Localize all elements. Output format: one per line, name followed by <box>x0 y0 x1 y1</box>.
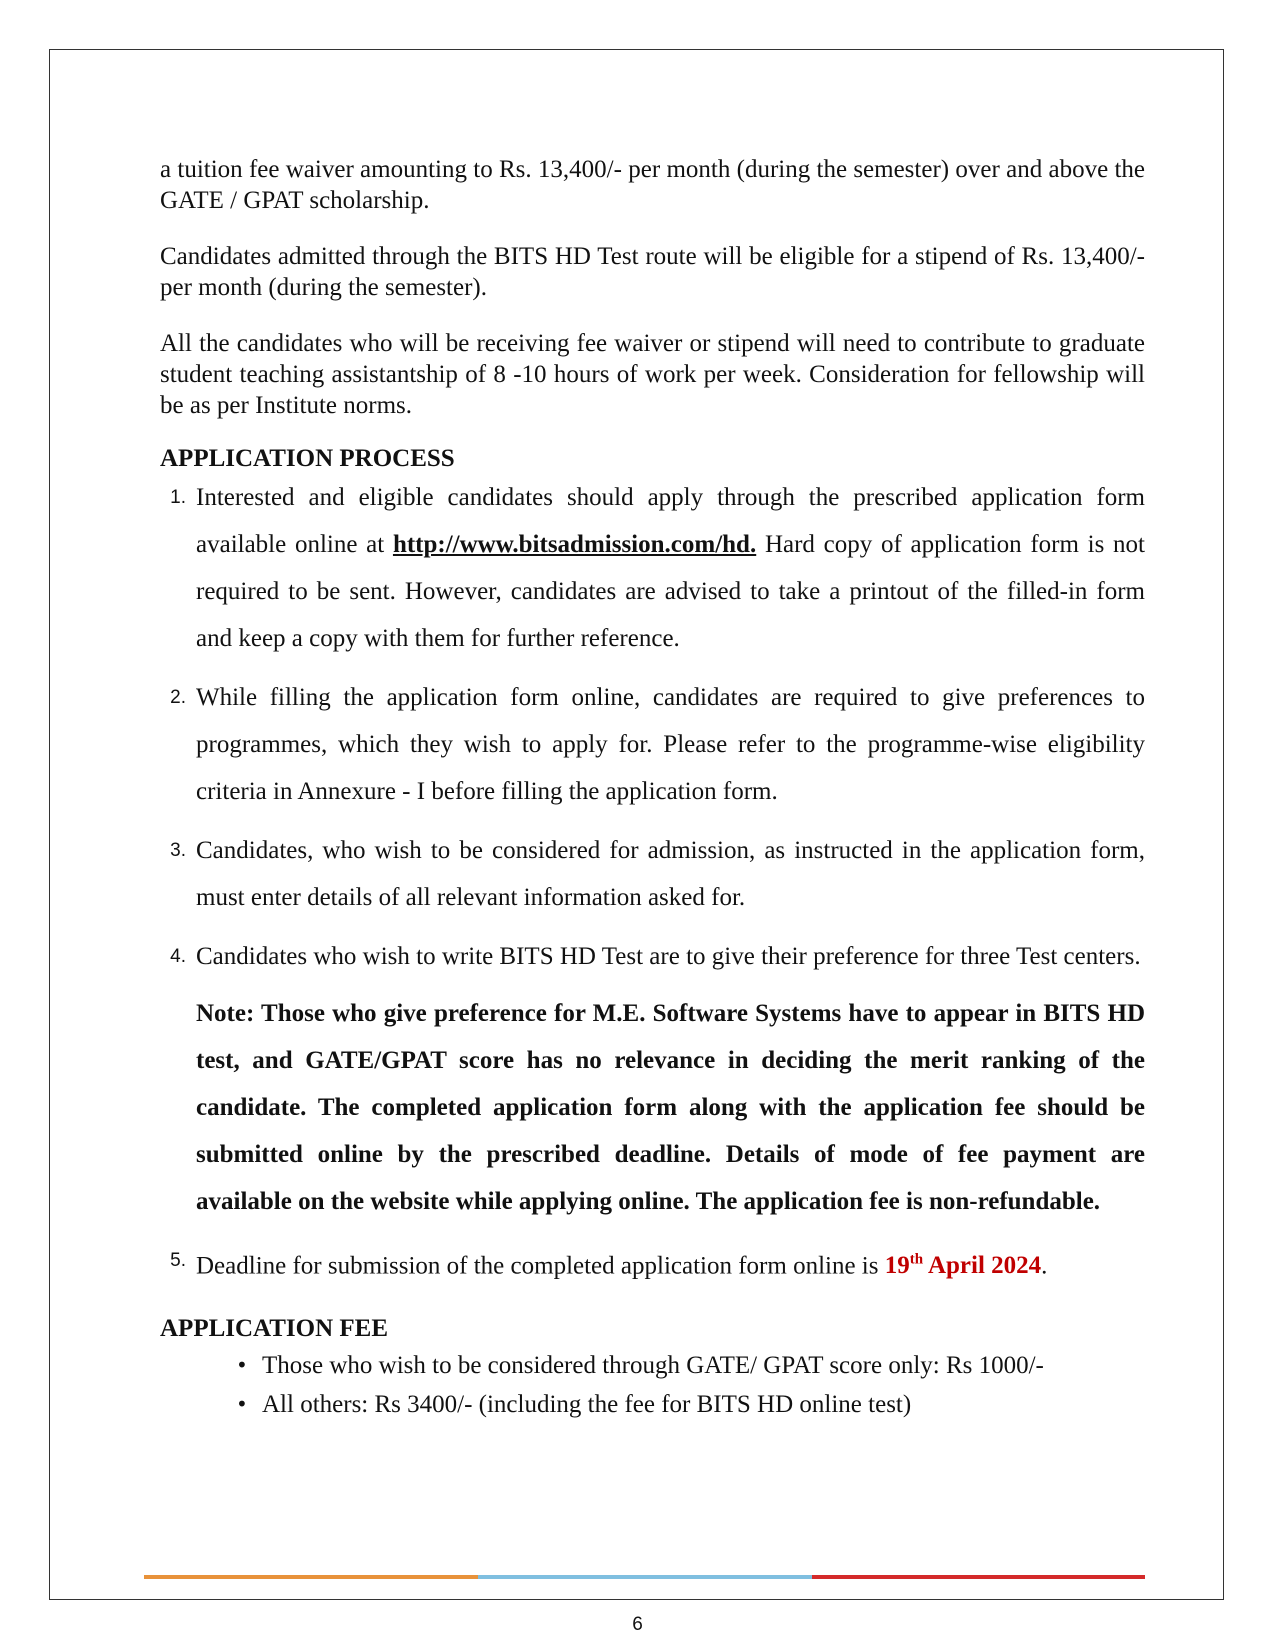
footer-rule-blue <box>478 1575 812 1579</box>
list-item <box>160 674 1145 815</box>
fee-text: All others: Rs 3400/- (including the fee for BITS HD online test) <box>262 1391 912 1419</box>
application-fee-list <box>160 1346 1145 1424</box>
note-paragraph: Note: Those who give preference for M.E. Software Systems have to appear in BITS HD test, and GATE/GPAT score has no relevance in deciding the merit ranking of the candidate. The completed application form along with the application fee should be submitted online by the prescribed deadline. Details of mode of fee payment are available on the website while applying online. The application fee is non-refundable. <box>196 1000 1145 1215</box>
item-text: Interested and eligible candidates should apply through the prescribed application form available online at <box>196 484 1145 558</box>
item-text: Candidates who wish to write BITS HD Test are to give their preference for three Test centers. <box>196 943 1141 970</box>
list-number: 5. <box>170 1250 186 1271</box>
footer-rule-red <box>812 1575 1145 1579</box>
list-item <box>160 474 1145 662</box>
list-item <box>236 1346 1145 1385</box>
list-number: 1. <box>170 487 186 508</box>
item-text: While filling the application form online, candidates are required to give preferences to programmes, which they wish to apply for. Please refer to the programme-wise eligibility criteria in Annexure - I before filling the application form. <box>196 684 1145 805</box>
item-text: Candidates, who wish to be considered for admission, as instructed in the application form, must enter details of all relevant information asked for. <box>196 837 1145 911</box>
list-number: 3. <box>170 840 186 861</box>
list-item <box>236 1385 1145 1424</box>
bullet-icon: • <box>236 1353 248 1378</box>
list-item <box>160 1237 1145 1289</box>
item-text-continued: Hard copy of application form is not required to be sent. However, candidates are advised to take a printout of the filled-in form and keep a copy with them for further reference. <box>196 531 1145 652</box>
item-text: Deadline for submission of the completed application form online is <box>196 1252 885 1280</box>
page-number: 6 <box>632 1614 643 1635</box>
item-text-end: . <box>1041 1252 1048 1280</box>
deadline-day: 19 <box>884 1252 910 1280</box>
list-number: 2. <box>170 687 186 708</box>
page-content <box>160 154 1145 1424</box>
deadline-month-year: April 2024 <box>923 1252 1042 1280</box>
application-fee-heading: APPLICATION FEE <box>160 1315 389 1343</box>
paragraph-stipend: Candidates admitted through the BITS HD Test route will be eligible for a stipend of Rs. 13,400/- per month (during the semester). <box>160 243 1145 301</box>
paragraph-assistantship: All the candidates who will be receiving fee waiver or stipend will need to contribute to graduate student teaching assistantship of 8 -10 hours of work per week. Consideration for fellowship will be as per Institute norms. <box>160 330 1145 419</box>
footer-rule-orange <box>144 1575 478 1579</box>
bullet-icon: • <box>236 1392 248 1417</box>
fee-text: Those who wish to be considered through GATE/ GPAT score only: Rs 1000/- <box>262 1352 1044 1380</box>
application-process-list <box>160 474 1145 1289</box>
list-item <box>160 933 1145 1225</box>
paragraph-fee-waiver: a tuition fee waiver amounting to Rs. 13,400/- per month (during the semester) over and above the GATE / GPAT scholarship. <box>160 156 1145 214</box>
list-number: 4. <box>170 946 186 967</box>
application-link[interactable]: http://www.bitsadmission.com/hd. <box>392 531 757 558</box>
deadline-date <box>885 1252 1041 1279</box>
deadline-suffix: th <box>909 1252 924 1268</box>
list-item <box>160 827 1145 921</box>
application-process-heading: APPLICATION PROCESS <box>160 445 455 472</box>
